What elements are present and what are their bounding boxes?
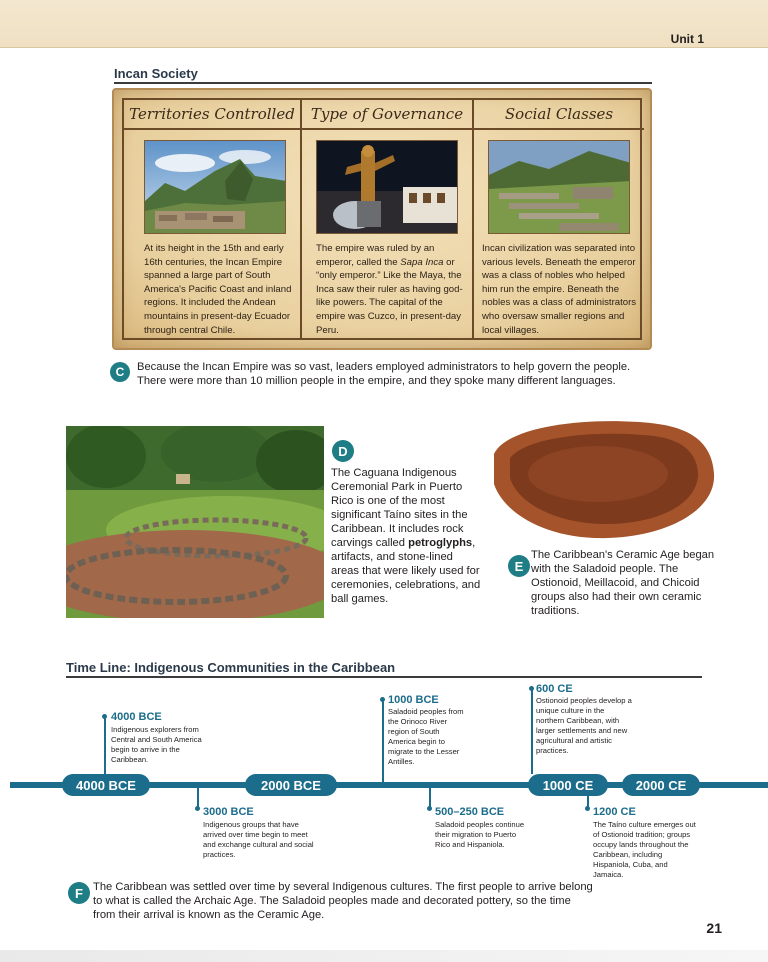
timeline-pill-4000-bce: 4000 BCE [62,774,150,796]
caption-badge-e: E [508,555,530,577]
event-tick [382,699,384,782]
timeline-pill-2000-ce: 2000 CE [622,774,700,796]
caption-badge-f: F [68,882,90,904]
event-description: Indigenous explorers from Central and South America begin to arrive in the Caribbean. [111,725,202,764]
terraces-photo [488,140,630,234]
event-tick [429,788,431,808]
table-column-governance [302,100,472,338]
column-text: At its height in the 15th and early 16th centuries, the Incan Empire spanned a large part of South America's Pacific Coast and inland regions. It included the Andean mountains in present-day Ecuador through central Chile. [144,243,292,336]
machu-picchu-photo [144,140,286,234]
section-rule [66,676,702,678]
event-description: Saladoid peoples continue their migration to Puerto Rico and Hispaniola. [435,820,525,849]
event-tick [531,688,533,774]
caption-badge-d: D [332,440,354,462]
incan-society-table [112,88,652,350]
ceramic-bowl-photo [488,414,716,542]
column-text: Incan civilization was separated into various levels. Beneath the emperor was a class of nobles who helped him run the empire. Beneath the nobles was a class of administrators who oversaw smaller regions and local villages. [482,243,637,336]
event-title: 1000 BCE [388,694,439,706]
event-marker [427,806,432,811]
incan-caption: Because the Incan Empire was so vast, leaders employed administrators to help govern the people. There were more than 10 million people in the empire, and they spoke many different languages. [137,361,631,387]
event-tick [104,716,106,774]
event-description: The Taíno culture emerges out of Ostionoid tradition; groups occupy lands throughout the Caribbean, including Hispaniola, Cuba, and Jamaica. [593,820,696,879]
event-description: Saladoid peoples from the Orinoco River region of South America begin to migrate to the Lesser Antilles. [388,707,464,766]
event-title: 600 CE [536,683,573,695]
event-marker [195,806,200,811]
event-title: 1200 CE [593,806,636,818]
table-column-social-classes [474,100,644,338]
column-heading: Social Classes [474,100,644,130]
event-title: 3000 BCE [203,806,254,818]
table-column-territories [124,100,300,338]
inca-statue-photo [316,140,458,234]
caguana-caption: The Caguana Indigenous Ceremonial Park in Puerto Rico is one of the most significant Taíno sites in the Caribbean. It includes rock carvings called petroglyphs, artifacts, and stone-lined areas that were likely used for ceremonies, celebrations, and ball games. [331,467,481,605]
page-number: 21 [706,920,722,936]
parchment-header-band [0,0,768,48]
column-text: The empire was ruled by an emperor, called the Sapa Inca or “only emperor.” Like the Maya, the Inca saw their ruler as having god-like powers. The capital of the empire was Cuzco, in present-day Peru. [316,243,463,336]
column-heading: Type of Governance [302,100,472,130]
ceramic-caption: The Caribbean's Ceramic Age began with the Saladoid people. The Ostionoid, Meillacoid, and Chicoid groups also had their own ceramic traditions. [531,549,715,617]
footer-band [0,950,768,962]
event-title: 500–250 BCE [435,806,505,818]
event-description: Indigenous groups that have arrived over time begin to meet and exchange cultural and social practices. [203,820,314,859]
caguana-park-photo [66,426,324,618]
event-marker [585,806,590,811]
timeline-pill-1000-ce: 1000 CE [528,774,608,796]
timeline-pill-2000-bce: 2000 BCE [245,774,337,796]
incan-section-title: Incan Society [114,66,198,81]
event-tick [197,788,199,808]
timeline-caption: The Caribbean was settled over time by several Indigenous cultures. The first people to arrive belong to what is called the Archaic Age. The Saladoid peoples made and decorated pottery, so the time from their arrival is known as the Ceramic Age. [93,881,593,921]
unit-label: Unit 1 [670,32,704,46]
event-title: 4000 BCE [111,711,162,723]
caption-badge-c: C [110,362,130,382]
event-description: Ostionoid peoples develop a unique culture in the northern Caribbean, with larger settlements and new agricultural and artistic practices. [536,696,632,755]
timeline-title: Time Line: Indigenous Communities in the Caribbean [66,660,396,675]
section-rule [114,82,652,84]
column-heading: Territories Controlled [124,100,300,130]
